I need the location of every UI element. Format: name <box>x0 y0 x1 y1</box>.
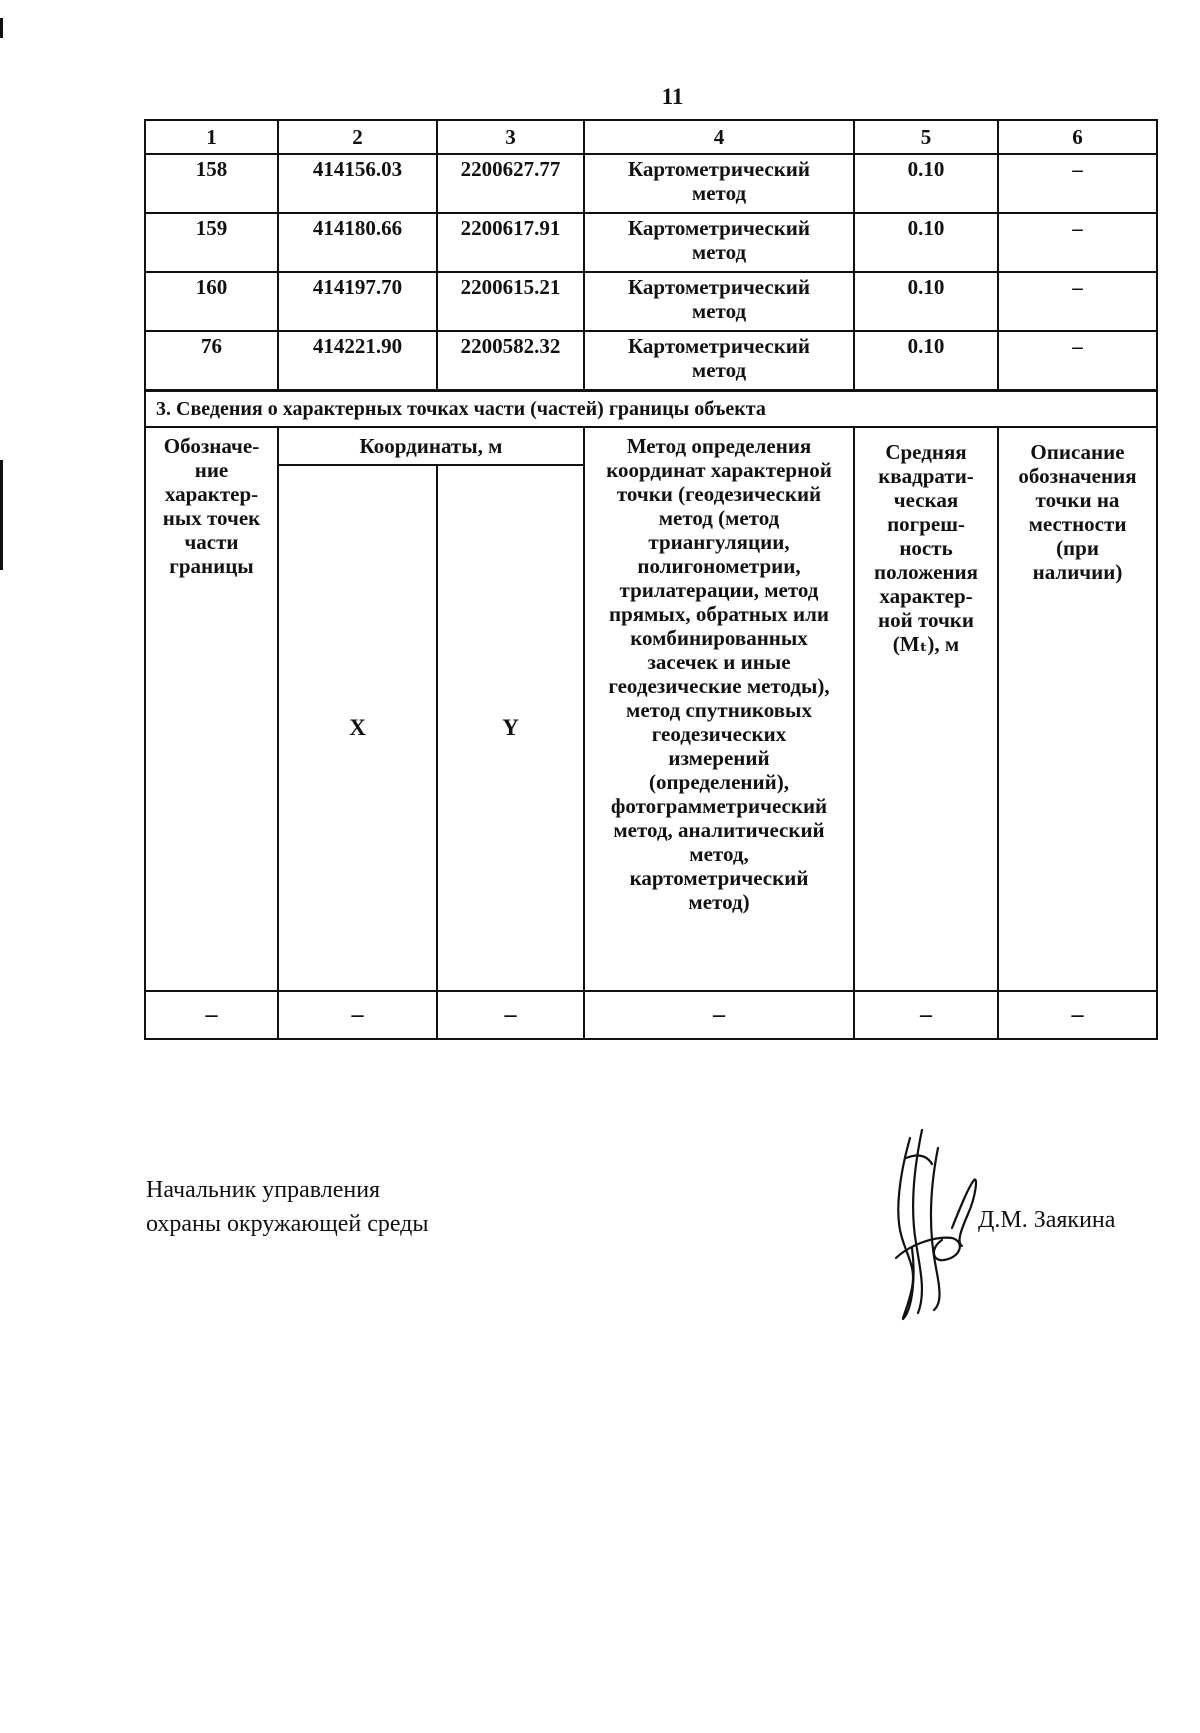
header-line: триангуляции, <box>648 530 790 554</box>
header-line: ние <box>194 458 229 482</box>
point-id: 160 <box>145 272 278 331</box>
column-number: 3 <box>437 120 584 154</box>
y-coordinate: 2200627.77 <box>437 154 584 213</box>
table-row <box>145 213 1157 272</box>
section-title-row <box>145 391 1157 428</box>
position-line: охраны окружающей среды <box>146 1211 429 1237</box>
coordinates-table <box>144 119 1158 1040</box>
point-id: 158 <box>145 154 278 213</box>
table-row <box>145 272 1157 331</box>
header-line: Средняя <box>885 440 967 464</box>
header-line: засечек и иные <box>647 650 791 674</box>
method-cell <box>584 272 854 331</box>
method-line: метод <box>691 299 747 323</box>
header-line: измерений <box>668 746 770 770</box>
header-line: Обозначе- <box>163 434 260 458</box>
header-line: фотограмметрический <box>610 794 828 818</box>
header-line: наличии) <box>1032 560 1123 584</box>
header-line: трилатерации, метод <box>619 578 819 602</box>
scan-edge-mark <box>0 460 3 570</box>
method-header <box>584 427 854 991</box>
scan-edge-mark <box>0 18 3 38</box>
empty-cell: – <box>854 991 998 1039</box>
signatory-name: Д.М. Заякина <box>978 1207 1116 1233</box>
table-row <box>145 154 1157 213</box>
header-line: геодезические методы), <box>608 674 830 698</box>
empty-data-row <box>145 991 1157 1039</box>
header-line: метод, аналитический <box>613 818 825 842</box>
method-cell <box>584 154 854 213</box>
header-line: (Mₜ), м <box>892 632 960 656</box>
header-line: точки на <box>1035 488 1120 512</box>
header-line: (при <box>1056 536 1099 560</box>
header-line: Описание <box>1030 440 1125 464</box>
header-line: геодезических <box>651 722 787 746</box>
point-id: 159 <box>145 213 278 272</box>
empty-cell: – <box>437 991 584 1039</box>
header-line: ной точки <box>878 608 974 632</box>
header-line: местности <box>1028 512 1127 536</box>
accuracy: 0.10 <box>854 331 998 391</box>
accuracy: 0.10 <box>854 213 998 272</box>
method-line: метод <box>691 240 747 264</box>
header-line: прямых, обратных или <box>608 602 830 626</box>
header-line: характер- <box>164 482 259 506</box>
description-header <box>998 427 1157 991</box>
page-number: 11 <box>661 84 684 109</box>
header-line: положения <box>874 560 978 584</box>
accuracy-header <box>854 427 998 991</box>
header-line: метод спутниковых <box>626 698 812 722</box>
column-number: 4 <box>584 120 854 154</box>
y-header: Y <box>437 465 584 991</box>
header-line: характер- <box>879 584 973 608</box>
header-line: координат характерной <box>606 458 832 482</box>
column-number: 6 <box>998 120 1157 154</box>
header-line: Метод определения <box>626 434 812 458</box>
description: – <box>998 331 1157 391</box>
column-number-row <box>145 120 1157 154</box>
handwritten-signature <box>882 1118 982 1328</box>
x-coordinate: 414221.90 <box>278 331 437 391</box>
position-line: Начальник управления <box>146 1177 381 1203</box>
method-line: метод <box>691 181 747 205</box>
method-line: Картометрический <box>627 275 810 299</box>
method-line: Картометрический <box>627 157 810 181</box>
empty-cell: – <box>145 991 278 1039</box>
method-line: Картометрический <box>627 334 810 358</box>
header-line: комбинированных <box>630 626 808 650</box>
header-line: точки (геодезический <box>616 482 822 506</box>
signatory-position <box>146 1173 429 1241</box>
header-line: метод) <box>688 890 750 914</box>
method-line: метод <box>691 358 747 382</box>
y-coordinate: 2200582.32 <box>437 331 584 391</box>
coordinates-header: Координаты, м <box>278 427 584 465</box>
section-title: 3. Сведения о характерных точках части (частей) границы объекта <box>145 391 1157 428</box>
designation-header <box>145 427 278 991</box>
header-line: квадрати- <box>878 464 974 488</box>
header-line: картометрический <box>629 866 809 890</box>
x-coordinate: 414180.66 <box>278 213 437 272</box>
y-coordinate: 2200615.21 <box>437 272 584 331</box>
header-line: (определений), <box>649 770 789 794</box>
method-line: Картометрический <box>627 216 810 240</box>
header-line: ческая <box>893 488 959 512</box>
description: – <box>998 213 1157 272</box>
header-line: ных точек <box>162 506 261 530</box>
empty-cell: – <box>998 991 1157 1039</box>
method-cell <box>584 213 854 272</box>
header-line: обозначения <box>1018 464 1137 488</box>
empty-cell: – <box>584 991 854 1039</box>
column-number: 2 <box>278 120 437 154</box>
point-id: 76 <box>145 331 278 391</box>
x-coordinate: 414197.70 <box>278 272 437 331</box>
y-coordinate: 2200617.91 <box>437 213 584 272</box>
column-number: 1 <box>145 120 278 154</box>
section-header-row <box>145 427 1157 465</box>
header-line: ность <box>899 536 953 560</box>
x-header: X <box>278 465 437 991</box>
table-row <box>145 331 1157 391</box>
empty-cell: – <box>278 991 437 1039</box>
header-line: части <box>184 530 239 554</box>
header-line: погреш- <box>887 512 965 536</box>
accuracy: 0.10 <box>854 272 998 331</box>
column-number: 5 <box>854 120 998 154</box>
method-cell <box>584 331 854 391</box>
header-line: границы <box>169 554 254 578</box>
x-coordinate: 414156.03 <box>278 154 437 213</box>
header-line: полигонометрии, <box>637 554 801 578</box>
header-line: метод, <box>689 842 749 866</box>
description: – <box>998 272 1157 331</box>
accuracy: 0.10 <box>854 154 998 213</box>
description: – <box>998 154 1157 213</box>
header-line: метод (метод <box>658 506 780 530</box>
